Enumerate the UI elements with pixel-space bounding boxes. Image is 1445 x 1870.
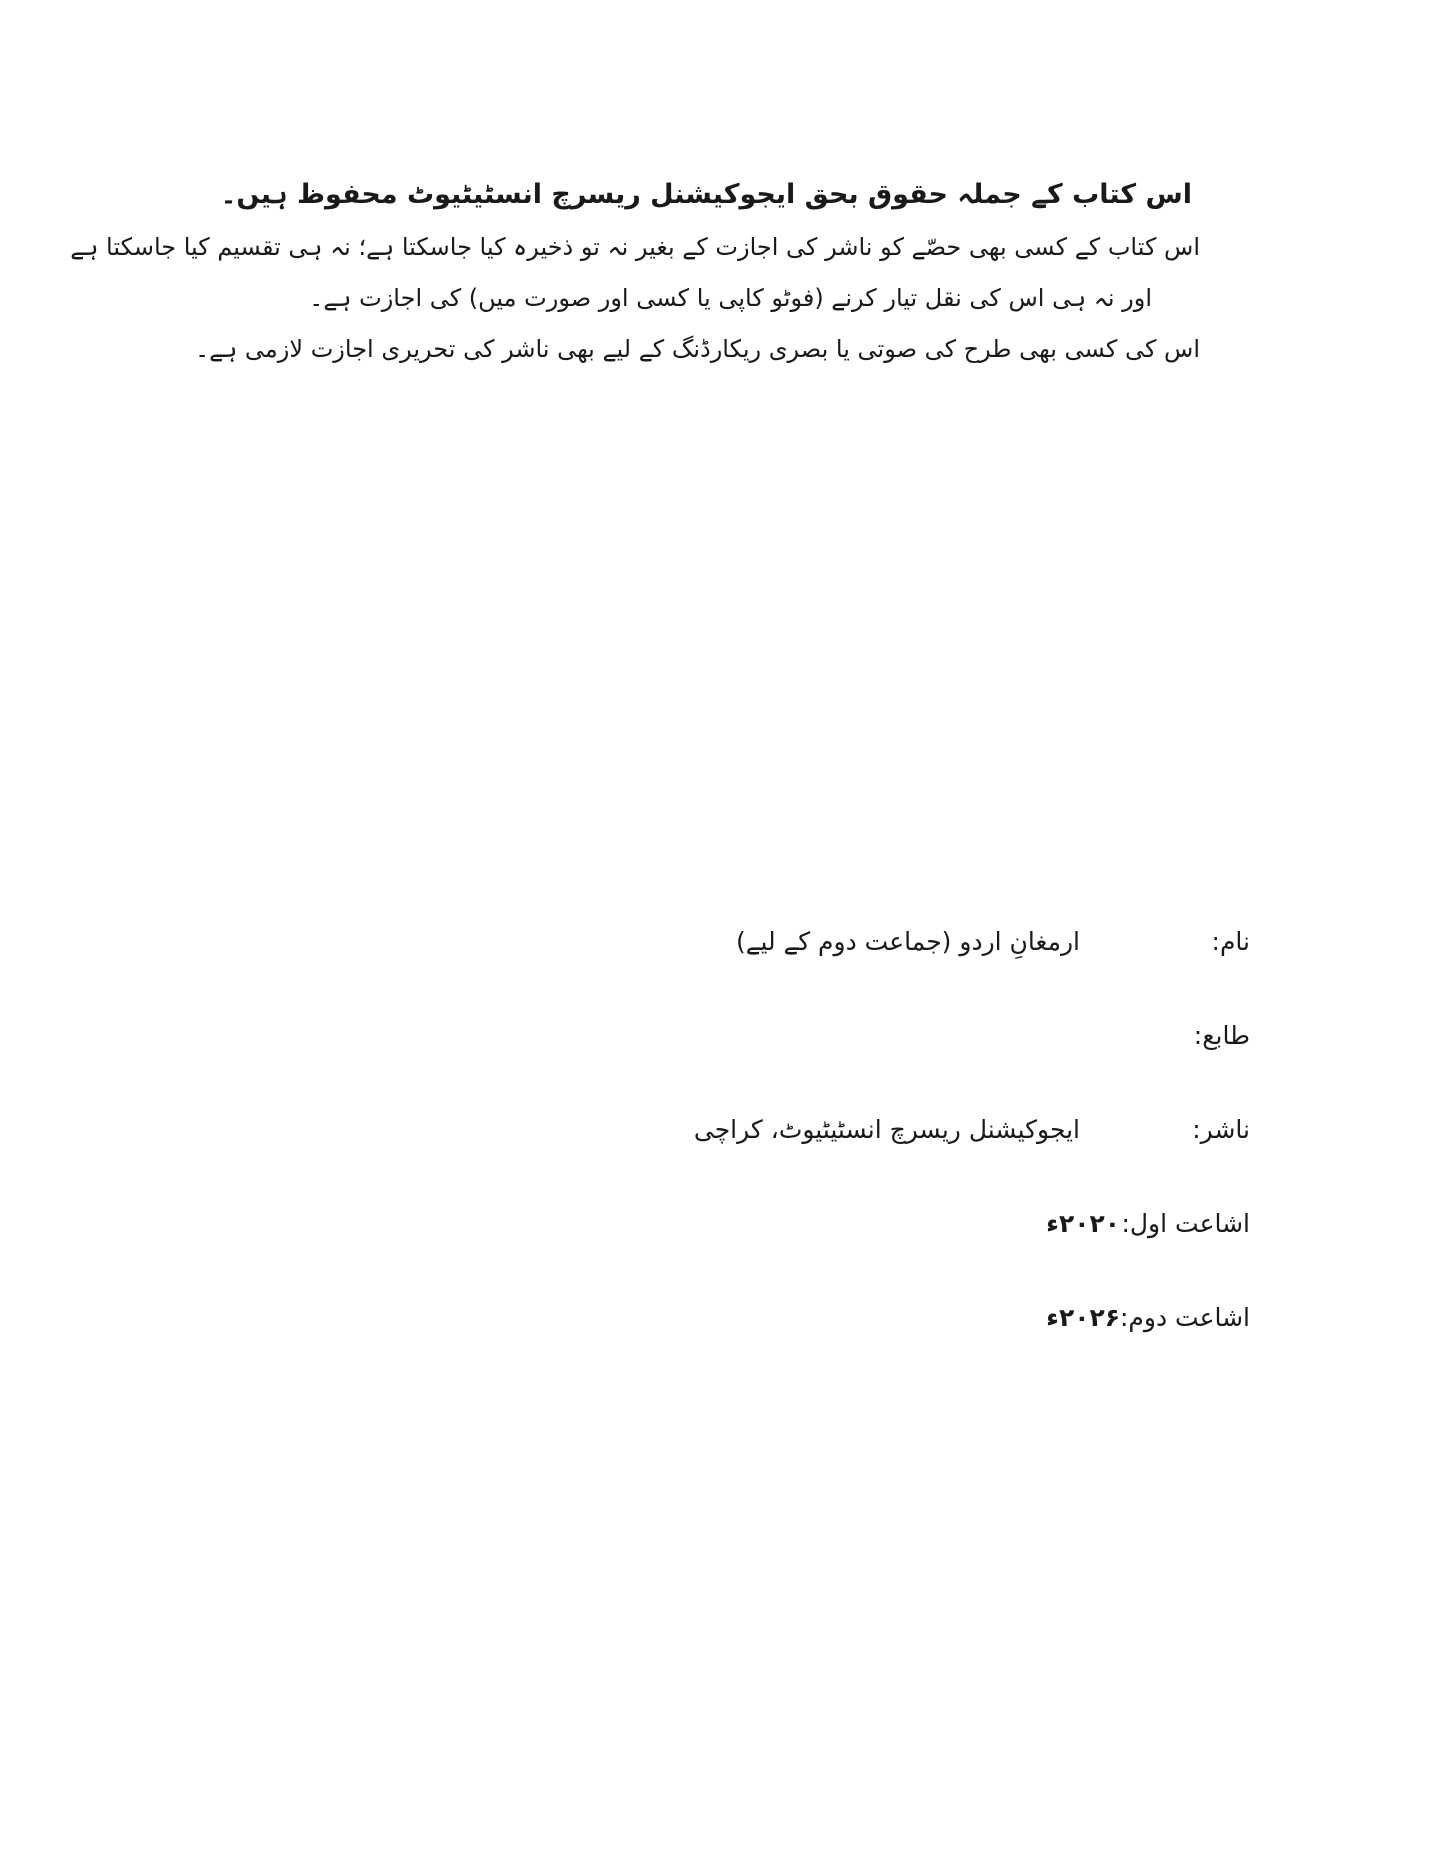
first-edition-label: اشاعت اول: <box>1121 1209 1250 1238</box>
printer-label: طابع: <box>1193 1021 1250 1050</box>
copyright-heading: اس کتاب کے جملہ حقوق بحق ایجوکیشنل ریسرچ انسٹیٹیوٹ محفوظ ہیں۔ <box>220 179 1192 210</box>
name-value: ارمغانِ اردو (جماعت دوم کے لیے) <box>736 927 1080 956</box>
copyright-line-2: اور نہ ہی اس کی نقل تیار کرنے (فوٹو کاپی یا کسی اور صورت میں) کی اجازت ہے۔ <box>309 284 1152 312</box>
detail-row-name <box>650 920 1250 964</box>
copyright-line-3: اس کی کسی بھی طرح کی صوتی یا بصری ریکارڈنگ کے لیے بھی ناشر کی تحریری اجازت لازمی ہے۔ <box>195 335 1200 363</box>
detail-row-publisher <box>650 1108 1250 1152</box>
second-edition-value: ۲۰۲۶ء <box>1046 1303 1120 1332</box>
book-details <box>650 920 1250 1390</box>
first-edition-value: ۲۰۲۰ء <box>1046 1209 1120 1238</box>
detail-row-printer <box>650 1014 1250 1058</box>
publisher-label: ناشر: <box>1192 1115 1250 1144</box>
copyright-notice <box>70 175 1200 380</box>
publisher-value: ایجوکیشنل ریسرچ انسٹیٹیوٹ، کراچی <box>693 1115 1080 1144</box>
second-edition-label: اشاعت دوم: <box>1119 1303 1250 1332</box>
detail-row-second-edition <box>650 1296 1250 1340</box>
detail-row-first-edition <box>650 1202 1250 1246</box>
name-label: نام: <box>1211 927 1250 956</box>
copyright-line-1: اس کتاب کے کسی بھی حصّے کو ناشر کی اجازت کے بغیر نہ تو ذخیرہ کیا جاسکتا ہے؛ نہ ہی تقسیم کیا جاسکتا ہے <box>70 233 1200 261</box>
